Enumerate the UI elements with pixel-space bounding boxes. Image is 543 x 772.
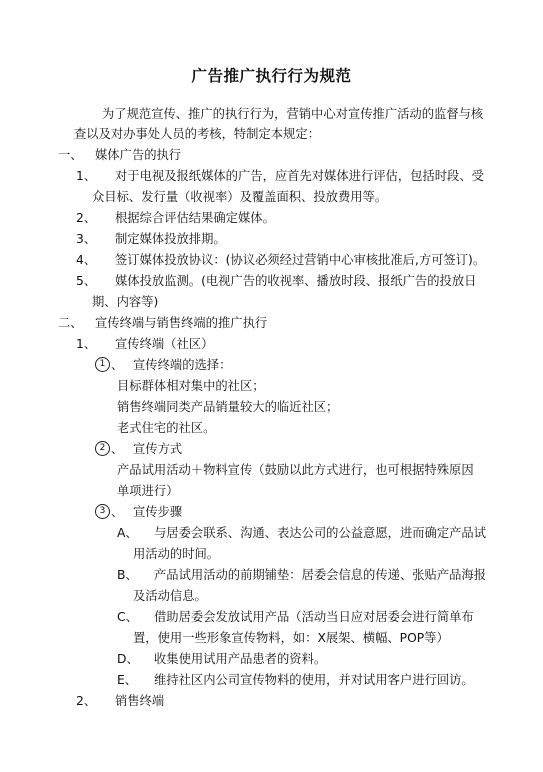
intro-line-2: 查以及对办事处人员的考核，特制定本规定： — [74, 127, 320, 141]
s1-item-3-number: 3、 — [76, 232, 97, 246]
step-a-line-1: 与居委会联系、沟通、表达公司的公益意愿，进而确定产品试 — [154, 526, 487, 540]
circled-2-heading: 宣传方式 — [133, 442, 183, 456]
step-c-label: C、 — [117, 610, 138, 624]
s1-item-3-line-1: 制定媒体投放排期。 — [115, 232, 226, 246]
document-title: 广告推广执行行为规范 — [191, 67, 352, 85]
circled-2-separator: 、 — [111, 442, 124, 456]
s1-item-1-line-1: 对于电视及报纸媒体的广告，应首先对媒体进行评估，包括时段、受 — [115, 169, 484, 183]
circled-number-2: 2 — [95, 441, 110, 456]
circled-2-line-2: 单项进行） — [117, 484, 179, 498]
section-1-number: 一、 — [58, 148, 83, 162]
s2-sub-1-number: 1、 — [76, 337, 97, 351]
intro-line-1: 为了规范宣传、推广的执行行为，营销中心对宣传推广活动的监督与核 — [102, 107, 484, 121]
circled-1-heading: 宣传终端的选择： — [133, 358, 232, 372]
circled-1-line-1: 目标群体相对集中的社区； — [117, 379, 265, 393]
s1-item-1-line-2: 众目标、发行量（收视率）及覆盖面积、投放费用等。 — [92, 190, 388, 204]
s2-sub-2-heading: 销售终端 — [115, 694, 165, 708]
circled-1-line-3: 老式住宅的社区。 — [117, 421, 216, 435]
s1-item-5-line-1: 媒体投放监测。(电视广告的收视率、播放时段、报纸广告的投放日 — [115, 274, 477, 288]
circled-1-line-2: 销售终端同类产品销量较大的临近社区； — [117, 400, 339, 414]
circled-number-3: 3 — [95, 504, 110, 519]
s2-sub-1-heading: 宣传终端（社区） — [115, 337, 214, 351]
s1-item-5-line-2: 期、内容等) — [92, 295, 159, 309]
step-c-line-1: 借助居委会发放试用产品（活动当日应对居委会进行简单布 — [154, 610, 474, 624]
step-a-line-2: 用活动的时间。 — [133, 547, 220, 561]
circled-3-separator: 、 — [111, 505, 124, 519]
step-d-label: D、 — [117, 652, 139, 666]
s1-item-2-line-1: 根据综合评估结果确定媒体。 — [115, 211, 275, 225]
step-b-label: B、 — [117, 568, 138, 582]
step-b-line-1: 产品试用活动的前期铺垫：居委会信息的传递、张贴产品海报 — [154, 568, 487, 582]
section-2-heading: 宣传终端与销售终端的推广执行 — [95, 316, 268, 330]
section-1-heading: 媒体广告的执行 — [95, 148, 182, 162]
s1-item-4-line-1: 签订媒体投放协议：(协议必须经过营销中心审核批准后,方可签订)。 — [115, 253, 486, 267]
circled-2-line-1: 产品试用活动＋物料宣传（鼓励以此方式进行，也可根据特殊原因 — [117, 463, 474, 477]
step-b-line-2: 及活动信息。 — [133, 589, 207, 603]
step-c-line-2: 置，使用一些形象宣传物料，如：X展架、横幅、POP等） — [133, 631, 449, 645]
s1-item-1-number: 1、 — [76, 169, 97, 183]
s2-sub-2-number: 2、 — [76, 694, 97, 708]
circled-3-heading: 宣传步骤 — [133, 505, 183, 519]
section-2-number: 二、 — [58, 316, 83, 330]
step-e-line-1: 维持社区内公司宣传物料的使用，并对试用客户进行回访。 — [154, 673, 474, 687]
s1-item-4-number: 4、 — [76, 253, 97, 267]
step-a-label: A、 — [117, 526, 138, 540]
step-e-label: E、 — [117, 673, 138, 687]
s1-item-2-number: 2、 — [76, 211, 97, 225]
step-d-line-1: 收集使用试用产品患者的资料。 — [154, 652, 327, 666]
s1-item-5-number: 5、 — [76, 274, 97, 288]
circled-1-separator: 、 — [111, 358, 124, 372]
circled-number-1: 1 — [95, 357, 110, 372]
